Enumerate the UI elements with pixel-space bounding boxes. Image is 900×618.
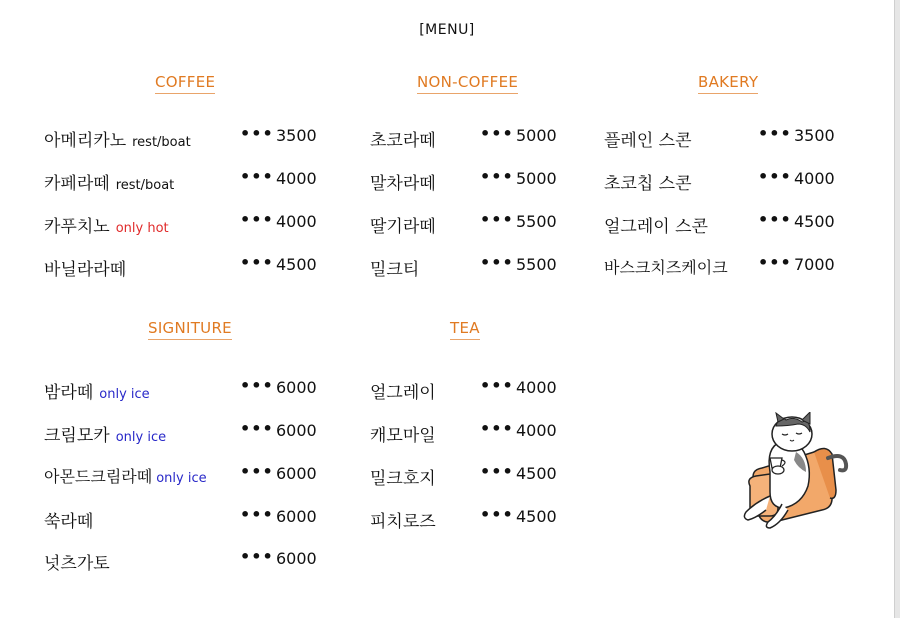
item-name: 아몬드크림라떼: [44, 467, 153, 486]
item-dots: •••: [480, 376, 514, 395]
tea-heading: TEA: [450, 319, 480, 340]
cat-illustration-icon: [736, 412, 850, 532]
item-price: 4000: [794, 169, 835, 188]
item-price: 5000: [516, 169, 557, 188]
item-dots: •••: [240, 419, 274, 438]
item-dots: •••: [480, 462, 514, 481]
item-name: 피치로즈: [370, 512, 436, 532]
item-name: 바스크치즈케이크: [604, 258, 728, 277]
item-name: 쑥라떼: [44, 512, 94, 532]
item-dots: •••: [480, 167, 514, 186]
item-price: 4000: [276, 169, 317, 188]
item-dots: •••: [480, 210, 514, 229]
item-name: 딸기라떼: [370, 217, 436, 237]
item-dots: •••: [240, 505, 274, 524]
item-price: 6000: [276, 507, 317, 526]
item-note: rest/boat: [115, 178, 175, 193]
coffee-heading: COFFEE: [155, 73, 215, 94]
item-dots: •••: [240, 547, 274, 566]
item-dots: •••: [480, 419, 514, 438]
item-price: 3500: [276, 126, 317, 145]
item-dots: •••: [480, 253, 514, 272]
item-price: 4000: [516, 421, 557, 440]
item-price: 5500: [516, 212, 557, 231]
item-name: 얼그레이: [370, 383, 436, 403]
item-price: 6000: [276, 378, 317, 397]
item-name: 밀크티: [370, 260, 420, 280]
item-note: only ice: [156, 471, 207, 486]
item-dots: •••: [240, 376, 274, 395]
item-name: 카푸치노: [44, 217, 110, 237]
item-dots: •••: [240, 462, 274, 481]
item-name: 얼그레이 스콘: [604, 217, 708, 237]
item-name: 밀크호지: [370, 469, 436, 489]
item-note: only hot: [115, 221, 169, 236]
item-dots: •••: [240, 210, 274, 229]
item-dots: •••: [758, 210, 792, 229]
item-price: 3500: [794, 126, 835, 145]
item-dots: •••: [758, 167, 792, 186]
item-note: only ice: [115, 430, 167, 445]
item-price: 4500: [794, 212, 835, 231]
item-name: 밤라떼: [44, 383, 94, 403]
item-name: 말차라떼: [370, 174, 436, 194]
item-name: 플레인 스콘: [604, 131, 692, 151]
item-name: 카페라떼: [44, 174, 110, 194]
item-dots: •••: [480, 505, 514, 524]
item-price: 6000: [276, 421, 317, 440]
item-dots: •••: [480, 124, 514, 143]
item-name: 초코라떼: [370, 131, 436, 151]
item-dots: •••: [758, 124, 792, 143]
menu-title: [MENU]: [419, 22, 475, 38]
item-dots: •••: [758, 253, 792, 272]
item-price: 4000: [516, 378, 557, 397]
item-note: only ice: [99, 387, 150, 402]
item-price: 5500: [516, 255, 557, 274]
item-price: 4000: [276, 212, 317, 231]
item-price: 4500: [516, 507, 557, 526]
item-price: 6000: [276, 464, 317, 483]
signiture-heading: SIGNITURE: [148, 319, 232, 340]
item-name: 바닐라라떼: [44, 260, 127, 280]
item-price: 6000: [276, 549, 317, 568]
item-name: 초코칩 스콘: [604, 174, 692, 194]
item-dots: •••: [240, 167, 274, 186]
item-name: 크림모카: [44, 426, 110, 446]
bakery-heading: BAKERY: [698, 73, 758, 94]
item-note: rest/boat: [132, 135, 191, 150]
item-price: 4500: [276, 255, 317, 274]
item-name: 넛츠가토: [44, 554, 110, 574]
item-price: 7000: [794, 255, 835, 274]
item-price: 4500: [516, 464, 557, 483]
item-dots: •••: [240, 124, 274, 143]
item-name: 캐모마일: [370, 426, 436, 446]
item-price: 5000: [516, 126, 557, 145]
item-dots: •••: [240, 253, 274, 272]
item-name: 아메리카노: [44, 131, 127, 151]
non-coffee-heading: NON-COFFEE: [417, 73, 518, 94]
